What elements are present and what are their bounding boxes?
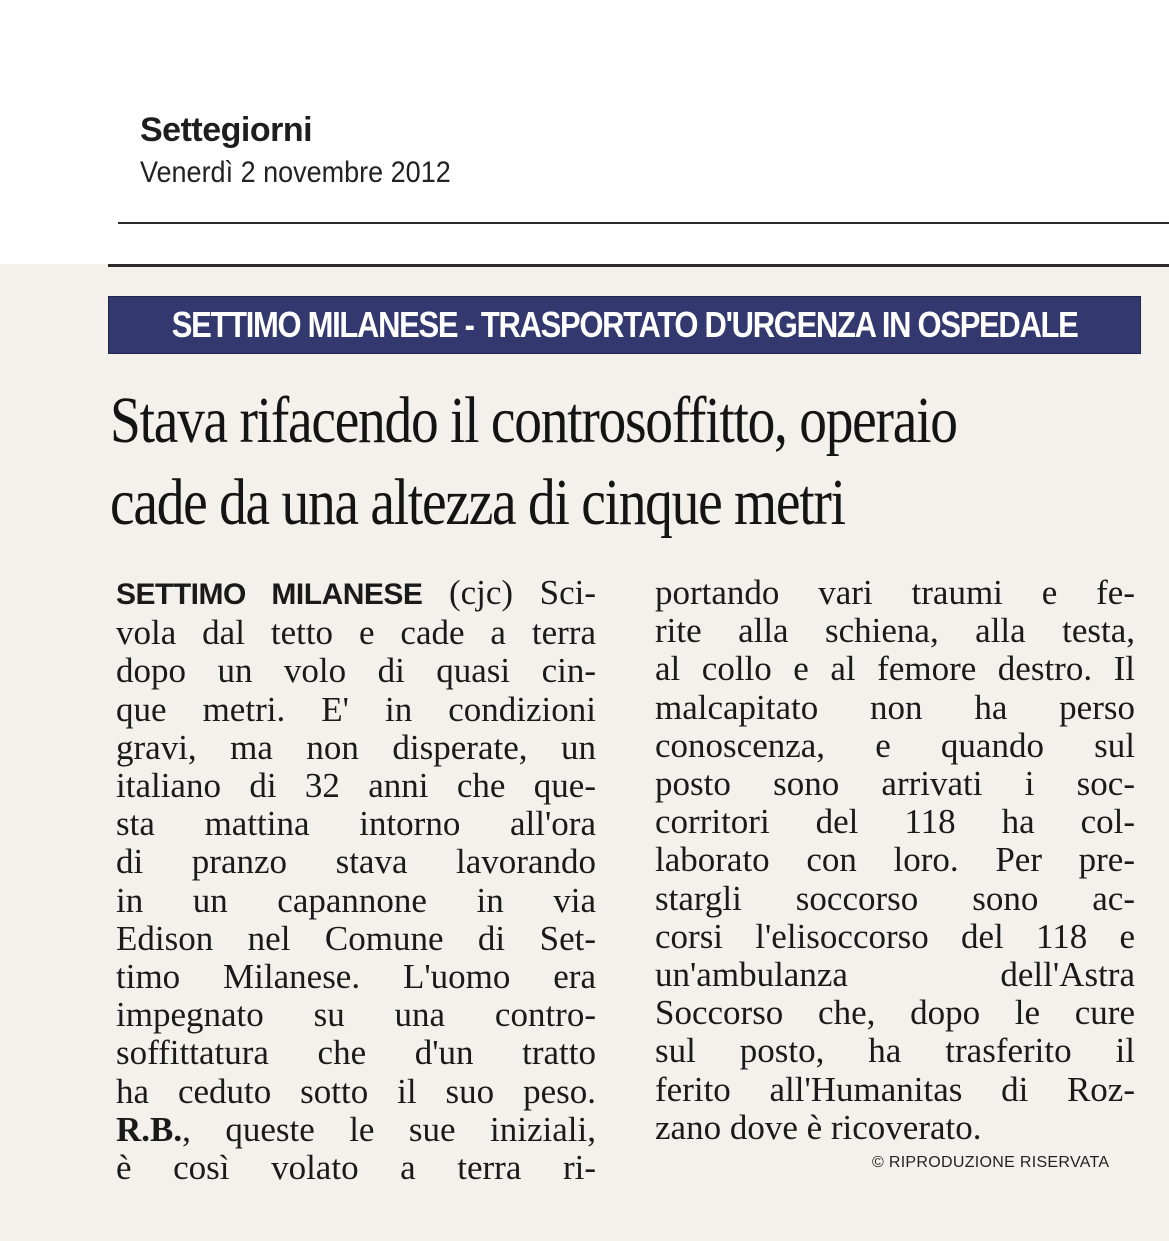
body-line: vola dal tetto e cade a terra	[116, 613, 596, 653]
body-text: , queste le sue iniziali,	[182, 1109, 596, 1149]
headline-line: cade da una altezza di cinque metri	[110, 466, 845, 539]
body-line: malcapitato non ha perso	[655, 687, 1135, 727]
initials: R.B.	[116, 1109, 183, 1149]
body-line: Soccorso che, dopo le cure	[655, 993, 1135, 1033]
byline: (cjc)	[448, 573, 514, 612]
body-line: è così volato a terra ri-	[116, 1148, 596, 1188]
body-line: conoscenza, e quando sul	[655, 725, 1135, 765]
body-line: que metri. E' in condizioni	[116, 689, 596, 729]
masthead	[140, 108, 485, 194]
headline-line: Stava rifacendo il controsoffitto, operaio	[110, 384, 957, 457]
body-text: Sci-	[513, 573, 596, 612]
body-line: sul posto, ha trasferito il	[655, 1031, 1135, 1071]
body-line: al collo e al femore destro. Il	[655, 649, 1135, 689]
article-column-right	[655, 574, 1135, 1147]
body-line: impegnato su una contro-	[116, 995, 596, 1035]
body-line	[116, 574, 596, 614]
copyright-notice: © RIPRODUZIONE RISERVATA	[872, 1154, 1110, 1171]
clipping-rule	[108, 264, 1169, 267]
body-line: stargli soccorso sono ac-	[655, 878, 1135, 918]
body-line: ha ceduto sotto il suo peso.	[116, 1071, 596, 1111]
body-line: corsi l'elisoccorso del 118 e	[655, 916, 1135, 956]
body-line: portando vari traumi e fe-	[655, 573, 1135, 612]
publication-name: Settegiorni	[140, 111, 313, 149]
body-line: di pranzo stava lavorando	[116, 842, 596, 882]
body-line: dopo un volo di quasi cin-	[116, 651, 596, 691]
body-line: italiano di 32 anni che que-	[116, 766, 596, 806]
body-line	[116, 1111, 596, 1149]
body-line: rite alla schiena, alla testa,	[655, 611, 1135, 651]
body-line: zano dove è ricoverato.	[655, 1107, 982, 1147]
body-line: posto sono arrivati i soc-	[655, 764, 1135, 804]
publication-date: Venerdì 2 novembre 2012	[140, 156, 451, 189]
body-line: in un capannone in via	[116, 880, 596, 920]
body-line: sta mattina intorno all'ora	[116, 804, 596, 844]
body-line: soffittatura che d'un tratto	[116, 1033, 596, 1073]
divider	[118, 222, 1169, 224]
headline	[110, 380, 1160, 544]
body-line: ferito all'Humanitas di Roz-	[655, 1069, 1135, 1109]
body-line: Edison nel Comune di Set-	[116, 918, 596, 958]
body-line: gravi, ma non disperate, un	[116, 727, 596, 767]
body-line: corritori del 118 ha col-	[655, 802, 1135, 842]
dateline: SETTIMO MILANESE	[116, 578, 423, 611]
body-line: timo Milanese. L'uomo era	[116, 957, 596, 997]
body-line: un'ambulanza dell'Astra	[655, 955, 1135, 995]
kicker-text: SETTIMO MILANESE - TRASPORTATO D'URGENZA IN OSPEDALE	[171, 304, 1078, 345]
kicker-banner	[108, 296, 1141, 354]
article-column-left	[116, 574, 596, 1187]
body-line: laborato con loro. Per pre-	[655, 840, 1135, 880]
